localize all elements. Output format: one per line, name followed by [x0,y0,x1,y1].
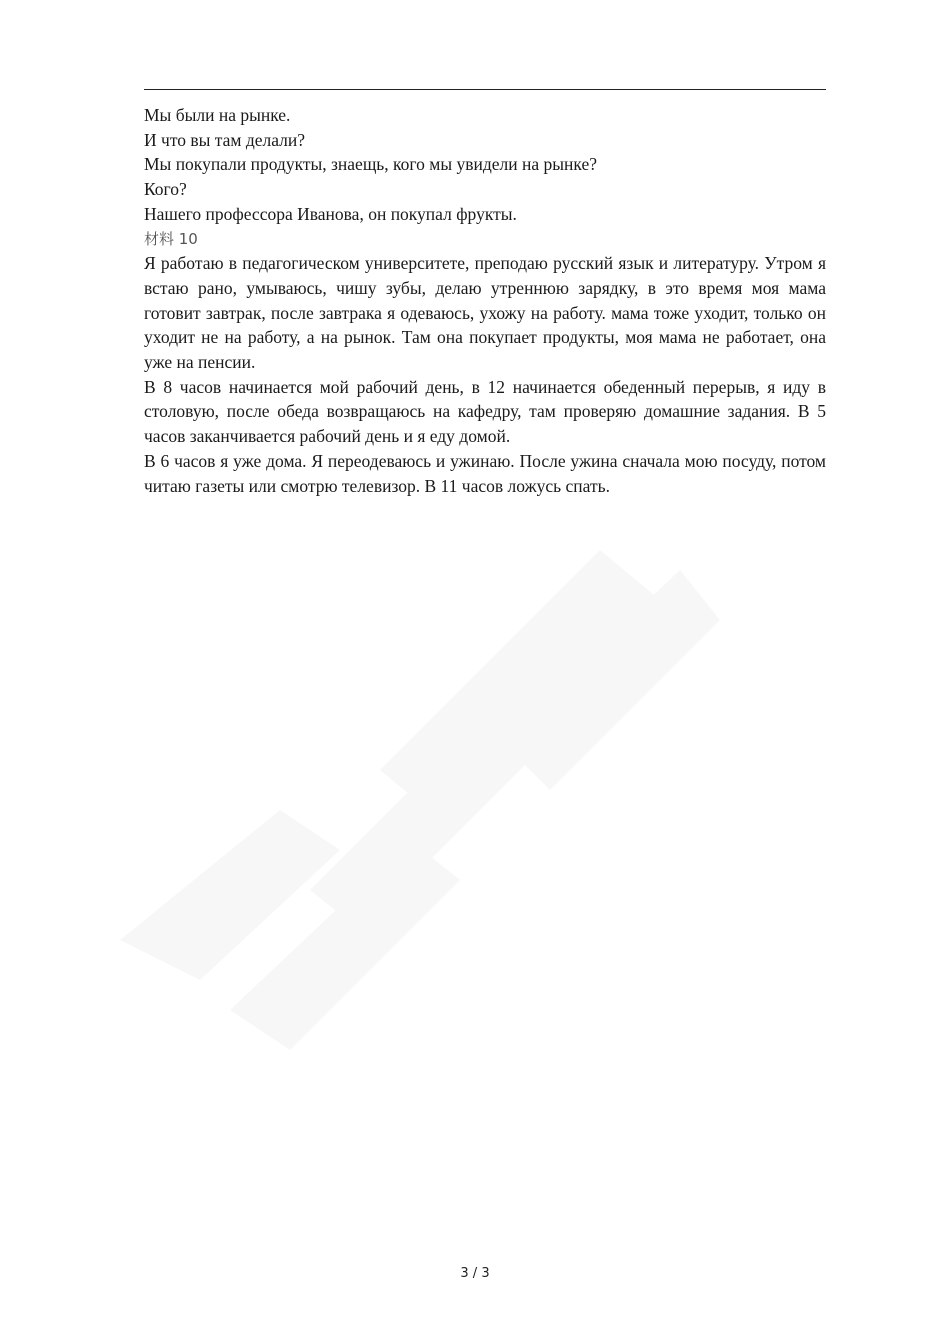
paragraph: В 6 часов я уже дома. Я переодеваюсь и ужинаю. После ужина сначала мою посуду, потом читаю газеты или смотрю телевизор. В 11 часов ложусь спать. [144,450,826,496]
section-label: 材料 10 [144,229,198,248]
dialogue-line: И что вы там делали? [144,129,306,150]
page-number: 3 / 3 [460,1266,490,1281]
dialogue-line: Мы покупали продукты, знаещь, кого мы увидели на рынке? [144,154,597,175]
dialogue-line: Кого? [144,179,187,200]
watermark-image [80,510,740,1070]
paragraph: Я работаю в педагогическом университете, преподаю русский язык и литературу. Утром я встаю рано, умываюсь, чишу зубы, делаю утреннюю зарядку, в это время моя мама готовит завтрак, после завтрака я одеваюсь, ухожу на работу. мама тоже уходит, только он уходит не на работу, а на рынок. Там она покупает продукты, моя мама не работает, она уже на пенсии. [144,253,826,373]
paragraph: В 8 часов начинается мой рабочий день, в 12 начинается обеденный перерыв, я иду в столовую, после обеда возвращаюсь на кафедру, там проверяю домашние задания. В 5 часов заканчивается рабочий день и я еду домой. [144,376,826,447]
header-rule [144,89,826,90]
dialogue-line: Нашего профессора Иванова, он покупал фрукты. [144,203,517,224]
dialogue-line: Мы были на рынке. [144,105,291,125]
page-content [144,103,826,498]
